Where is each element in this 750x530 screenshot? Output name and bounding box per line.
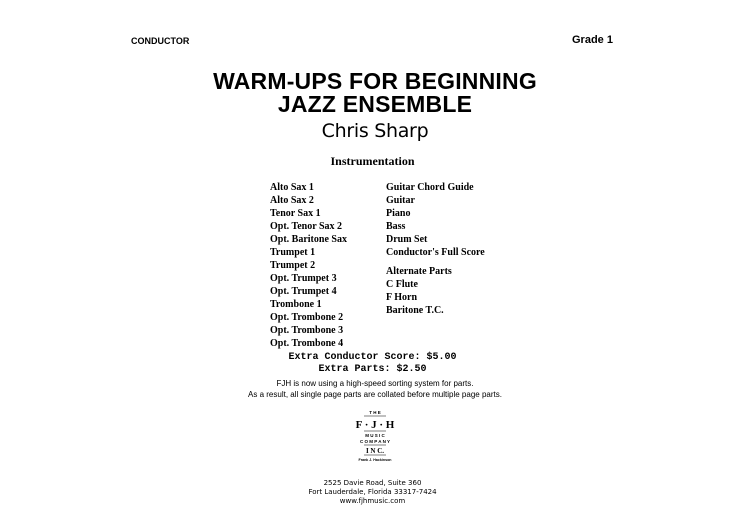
logo-letters: F · J · H (355, 419, 395, 431)
list-item: Trombone 1 (270, 299, 322, 310)
list-item: Guitar (386, 195, 415, 206)
list-item: Alto Sax 2 (270, 195, 314, 206)
part-label: CONDUCTOR (131, 36, 190, 46)
list-item: Tenor Sax 1 (270, 208, 321, 219)
sorting-notice (100, 378, 650, 400)
instrument-list-left (270, 181, 347, 350)
list-item: Opt. Tenor Sax 2 (270, 221, 343, 232)
list-item: C Flute (386, 279, 418, 290)
notice-line-1: FJH is now using a high-speed sorting system for parts. (276, 379, 474, 388)
list-item: Bass (386, 221, 406, 232)
list-item: Trumpet 2 (270, 260, 316, 271)
website-link[interactable]: www.fjhmusic.com (339, 497, 406, 505)
price-info (150, 352, 595, 376)
list-item: Opt. Baritone Sax (270, 234, 347, 245)
list-item: Opt. Trumpet 3 (270, 273, 337, 284)
list-item: F Horn (386, 292, 418, 303)
alternate-parts-heading: Alternate Parts (386, 266, 452, 277)
list-item: Guitar Chord Guide (386, 182, 474, 193)
parts-price: Extra Parts: $2.50 (318, 364, 427, 375)
logo-top-text: T H E (369, 410, 381, 415)
instrument-list-right (386, 181, 485, 317)
address-line-1: 2525 Davie Road, Suite 360 (323, 479, 422, 487)
list-item: Opt. Trombone 2 (270, 312, 344, 323)
title-line-1: WARM-UPS FOR BEGINNING (213, 68, 537, 94)
composer-name: Chris Sharp (321, 120, 429, 142)
publisher-address (150, 479, 595, 506)
logo-music-text: M U S I C (365, 433, 385, 438)
list-item: Opt. Trombone 4 (270, 338, 344, 349)
list-item: Conductor's Full Score (386, 247, 485, 258)
fjh-logo (345, 408, 405, 470)
notice-line-2: As a result, all single page parts are collated before multiple page parts. (248, 390, 502, 399)
page-title (150, 70, 600, 116)
conductor-price: Extra Conductor Score: $5.00 (288, 352, 457, 363)
list-item: Drum Set (386, 234, 428, 245)
logo-company-text: C O M P A N Y (359, 439, 391, 444)
list-item: Opt. Trumpet 4 (270, 286, 337, 297)
grade-label: Grade 1 (572, 34, 613, 46)
list-item: Trumpet 1 (270, 247, 316, 258)
instrumentation-heading: Instrumentation (330, 154, 415, 168)
title-line-2: JAZZ ENSEMBLE (277, 91, 473, 117)
list-item: Alto Sax 1 (270, 182, 314, 193)
list-item: Baritone T.C. (386, 305, 444, 316)
list-item: Piano (386, 208, 411, 219)
logo-founder-text: Frank J. Hackinson (358, 458, 392, 462)
logo-inc-text: I N C. (365, 447, 385, 455)
address-line-2: Fort Lauderdale, Florida 33317-7424 (308, 488, 437, 496)
list-item: Opt. Trombone 3 (270, 325, 344, 336)
